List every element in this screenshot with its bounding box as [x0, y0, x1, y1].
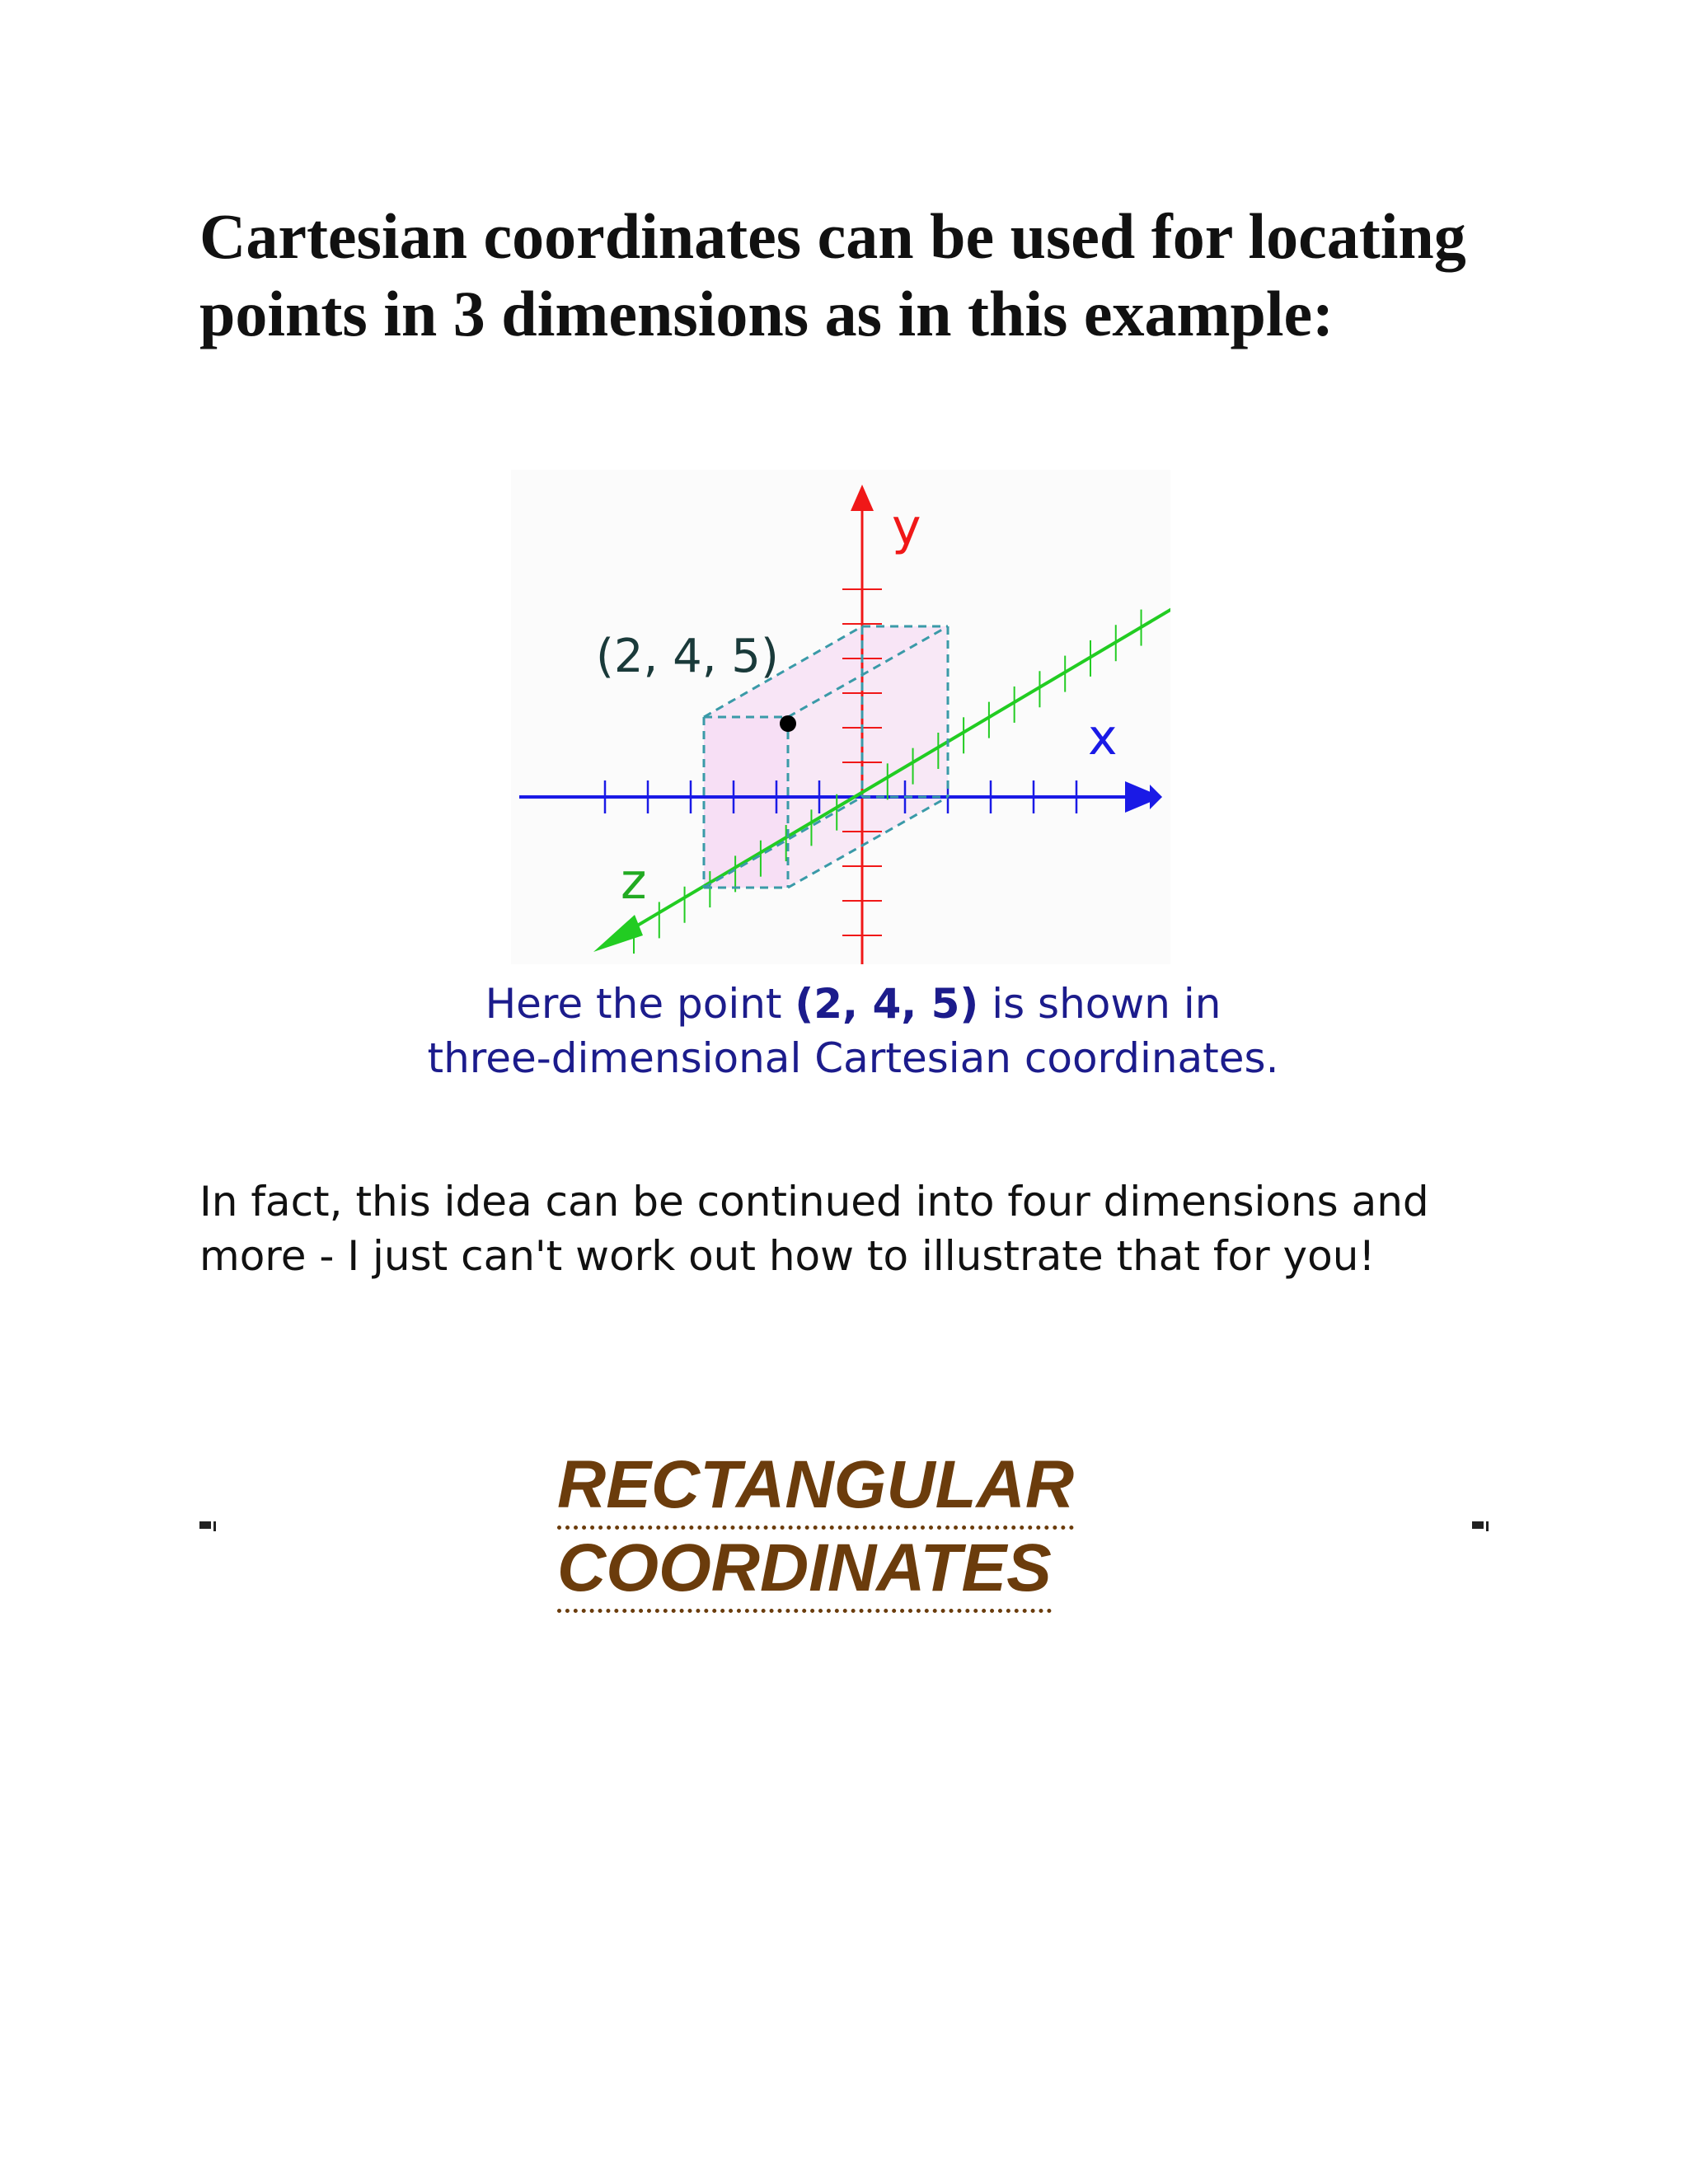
cartesian-3d-figure: [511, 470, 1170, 964]
caption-suffix: is shown in: [978, 980, 1221, 1028]
z-axis-label: z: [621, 853, 647, 911]
right-marker: [1472, 1521, 1484, 1529]
x-axis-label: x: [1088, 709, 1118, 766]
left-marker: [199, 1521, 211, 1529]
body-paragraph: In fact, this idea can be continued into four dimensions and more - I just can't work out how to illustrate that for you!: [199, 1178, 1429, 1280]
caption-point: (2, 4, 5): [795, 980, 979, 1028]
caption-prefix: Here the point: [485, 980, 795, 1028]
point-marker: [780, 715, 796, 732]
link-line-1: RECTANGULAR: [557, 1446, 1074, 1530]
point-label: (2, 4, 5): [596, 630, 779, 683]
cartesian-3d-diagram: [511, 470, 1170, 964]
page-heading: Cartesian coordinates can be used for locating points in 3 dimensions as in this example:: [199, 200, 1466, 349]
rectangular-coordinates-link[interactable]: [557, 1446, 1074, 1613]
x-axis-arrow: [1125, 781, 1162, 813]
z-axis-arrow: [593, 915, 643, 952]
y-axis-label: y: [892, 499, 921, 556]
figure-caption: [346, 977, 1360, 1085]
y-axis-arrow: [851, 485, 874, 511]
caption-line-2: three-dimensional Cartesian coordinates.: [427, 1034, 1279, 1082]
caption-line-1: [346, 977, 1360, 1031]
link-line-2: COORDINATES: [557, 1530, 1052, 1613]
